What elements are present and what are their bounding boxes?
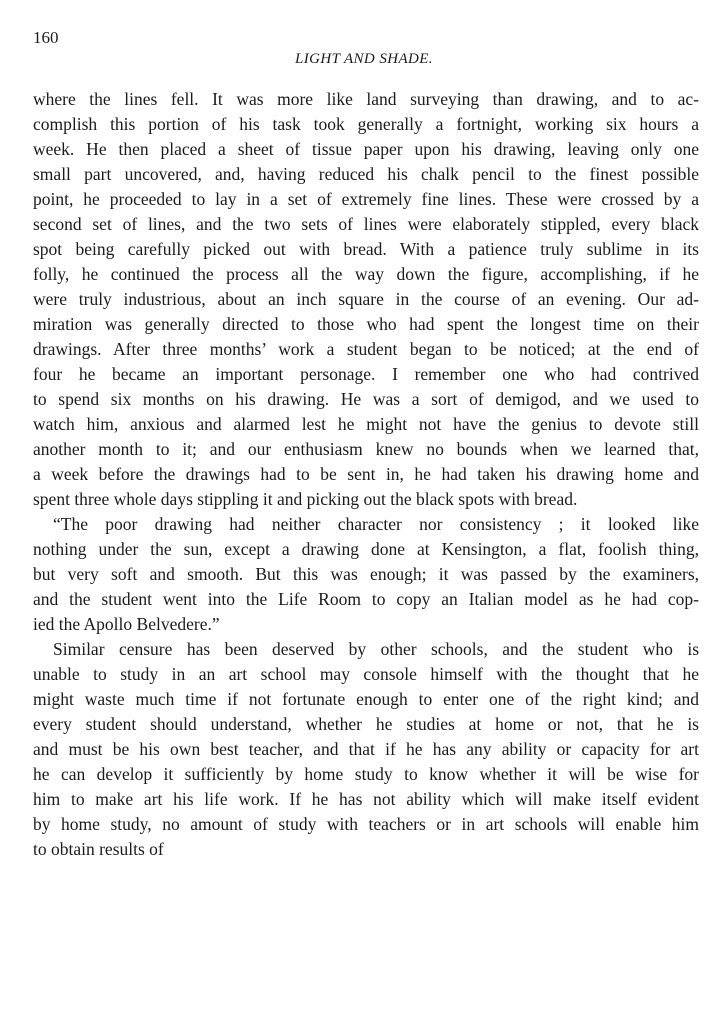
text-line: drawings. After three months’ work a student began to be noticed; at the end of xyxy=(33,339,699,359)
paragraph xyxy=(33,87,699,512)
text-line: another month to it; and our enthusiasm knew no bounds when we learned that, xyxy=(33,439,699,459)
text-line: spot being carefully picked out with bread. With a patience truly sublime in its xyxy=(33,239,699,259)
text-line: to spend six months on his drawing. He was a sort of demigod, and we used to xyxy=(33,389,699,409)
text-line: point, he proceeded to lay in a set of extremely fine lines. These were crossed by a xyxy=(33,189,699,209)
text-line: unable to study in an art school may console himself with the thought that he xyxy=(33,664,699,684)
text-line: where the lines fell. It was more like land surveying than drawing, and to ac- xyxy=(33,89,699,109)
text-line: every student should understand, whether he studies at home or not, that he is xyxy=(33,714,699,734)
text-line: week. He then placed a sheet of tissue paper upon his drawing, leaving only one xyxy=(33,139,699,159)
text-line: ied the Apollo Belvedere.” xyxy=(33,614,220,634)
text-line: miration was generally directed to those who had spent the longest time on their xyxy=(33,314,699,334)
text-line: watch him, anxious and alarmed lest he might not have the genius to devote still xyxy=(33,414,699,434)
text-line: were truly industrious, about an inch square in the course of an evening. Our ad- xyxy=(33,289,699,309)
text-line: he can develop it sufficiently by home study to know whether it will be wise for xyxy=(33,764,699,784)
text-line: but very soft and smooth. But this was enough; it was passed by the examiners, xyxy=(33,564,699,584)
text-line: complish this portion of his task took generally a fortnight, working six hours a xyxy=(33,114,699,134)
text-block xyxy=(33,87,699,862)
text-line: him to make art his life work. If he has not ability which will make itself evident xyxy=(33,789,699,809)
page-number: 160 xyxy=(33,28,59,47)
text-line: Similar censure has been deserved by other schools, and the student who is xyxy=(53,639,699,659)
text-line: second set of lines, and the two sets of lines were elaborately stippled, every black xyxy=(33,214,699,234)
text-line: by home study, no amount of study with teachers or in art schools will enable him xyxy=(33,814,699,834)
text-line: nothing under the sun, except a drawing done at Kensington, a flat, foolish thing, xyxy=(33,539,699,559)
text-line: might waste much time if not fortunate enough to enter one of the right kind; and xyxy=(33,689,699,709)
text-line: small part uncovered, and, having reduced his chalk pencil to the finest possible xyxy=(33,164,699,184)
text-line: a week before the drawings had to be sent in, he had taken his drawing home and xyxy=(33,464,699,484)
paragraph xyxy=(33,512,699,637)
paragraph xyxy=(33,637,699,862)
text-line: and must be his own best teacher, and that if he has any ability or capacity for art xyxy=(33,739,699,759)
text-line: to obtain results of xyxy=(33,839,164,859)
text-line: “The poor drawing had neither character nor consistency ; it looked like xyxy=(53,514,699,534)
text-line: and the student went into the Life Room to copy an Italian model as he had cop- xyxy=(33,589,699,609)
text-line: folly, he continued the process all the way down the figure, accomplishing, if he xyxy=(33,264,699,284)
running-header: LIGHT AND SHADE. xyxy=(295,51,433,67)
text-line: four he became an important personage. I remember one who had contrived xyxy=(33,364,699,384)
text-line: spent three whole days stippling it and picking out the black spots with bread. xyxy=(33,489,578,509)
